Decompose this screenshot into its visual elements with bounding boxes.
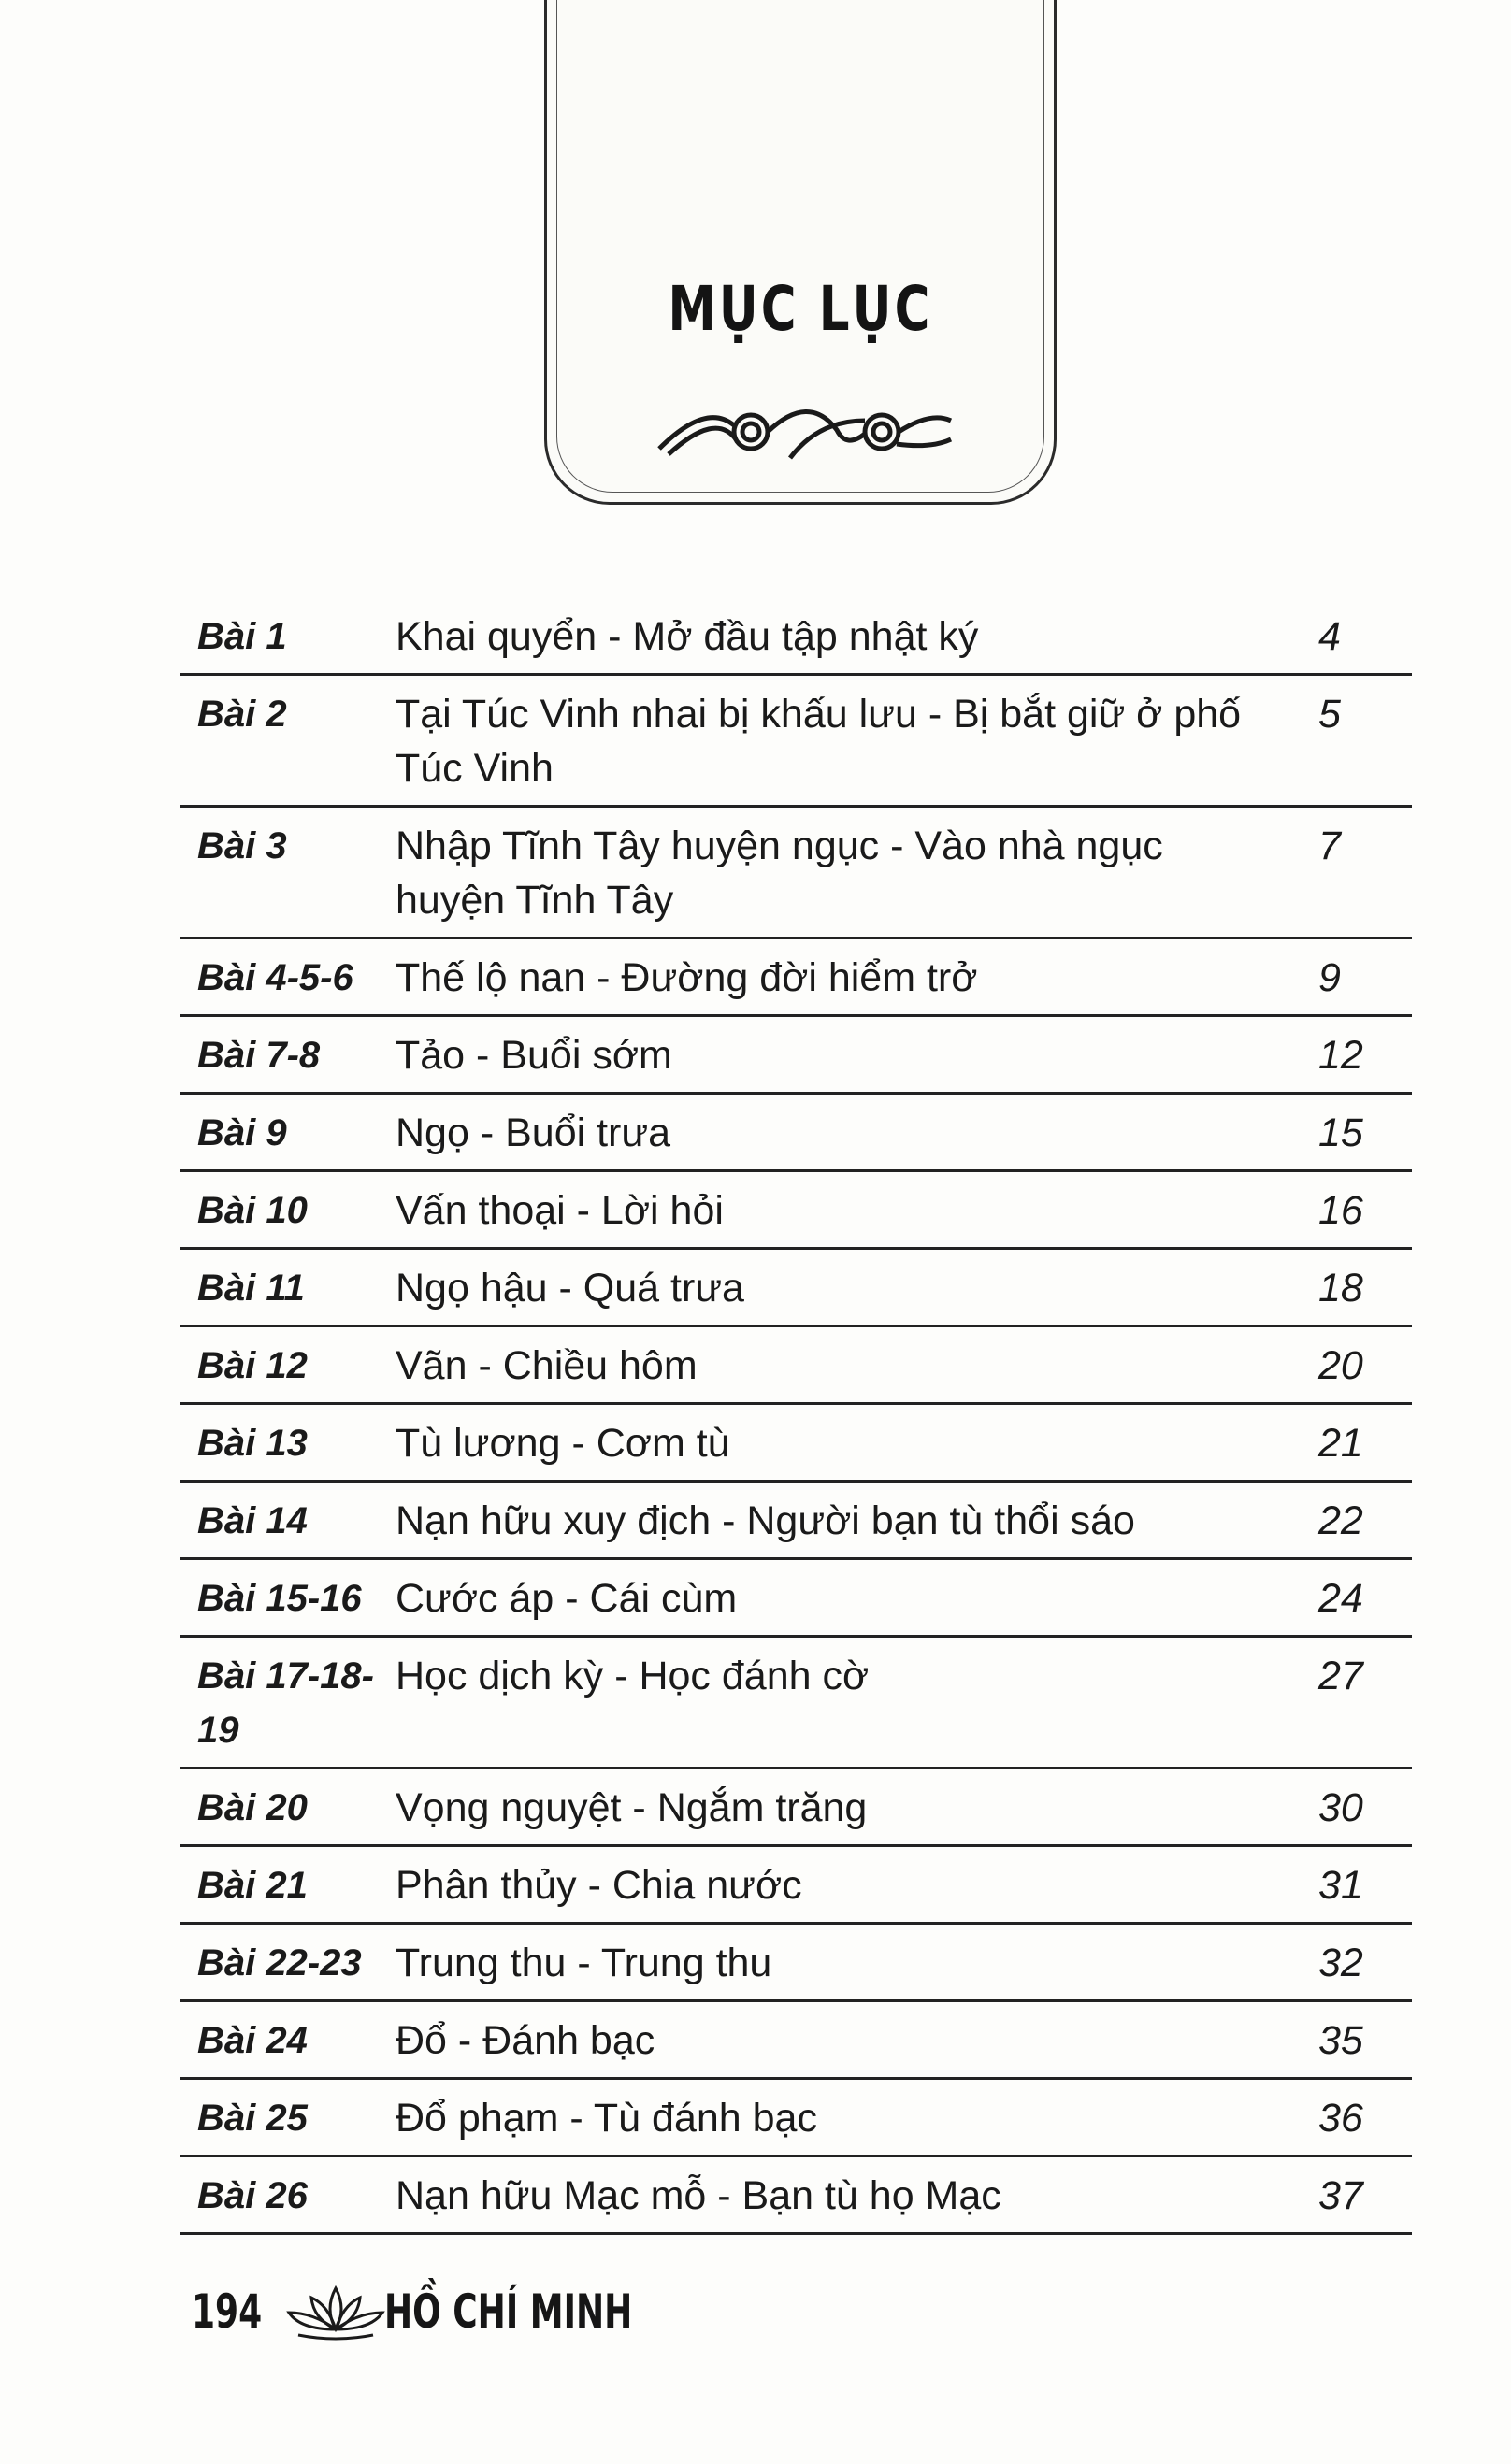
- toc-entry-number: Bài 10: [197, 1190, 308, 1231]
- toc-entry-page: 12: [1318, 1033, 1363, 1078]
- toc-entry-number: Bài 26: [197, 2175, 308, 2216]
- toc-row: [180, 1095, 1412, 1172]
- toc-entry-page: 30: [1318, 1785, 1363, 1830]
- toc-entry-number: Bài 12: [197, 1345, 308, 1386]
- toc-entry-title: Tại Túc Vinh nhai bị khấu lưu - Bị bắt giữ ở phố Túc Vinh: [396, 692, 1242, 791]
- scroll-ornament-icon: [650, 393, 958, 467]
- toc-row: [180, 1483, 1412, 1560]
- toc-entry-title: Vấn thoại - Lời hỏi: [396, 1188, 724, 1233]
- toc-entry-page: 5: [1318, 692, 1341, 737]
- toc-row: [180, 808, 1412, 939]
- toc-row: [180, 2002, 1412, 2080]
- toc-entry-number: Bài 14: [197, 1500, 308, 1541]
- toc-entry-number: Bài 22-23: [197, 1942, 362, 1984]
- toc-entry-page: 35: [1318, 2018, 1363, 2063]
- toc-entry-number: Bài 2: [197, 694, 287, 735]
- toc-entry-title: Tảo - Buổi sớm: [396, 1033, 672, 1078]
- toc-row: [180, 2157, 1412, 2235]
- toc-row: [180, 1327, 1412, 1405]
- toc-entry-page: 27: [1318, 1654, 1363, 1698]
- toc-row: [180, 1769, 1412, 1847]
- toc-row: [180, 1638, 1412, 1769]
- toc-entry-number: Bài 3: [197, 825, 287, 867]
- toc-entry-title: Nạn hữu Mạc mỗ - Bạn tù họ Mạc: [396, 2173, 1001, 2218]
- toc-entry-page: 18: [1318, 1266, 1363, 1311]
- toc-entry-title: Học dịch kỳ - Học đánh cờ: [396, 1654, 870, 1698]
- toc-entry-number: Bài 13: [197, 1423, 308, 1464]
- toc-entry-page: 7: [1318, 824, 1341, 868]
- toc-entry-title: Khai quyển - Mở đầu tập nhật ký: [396, 614, 979, 659]
- toc-entry-number: Bài 21: [197, 1865, 308, 1906]
- toc-entry-page: 22: [1318, 1498, 1363, 1543]
- toc-entry-title: Phân thủy - Chia nước: [396, 1863, 802, 1908]
- toc-entry-number: Bài 24: [197, 2020, 308, 2061]
- toc-entry-title: Đổ phạm - Tù đánh bạc: [396, 2096, 817, 2141]
- toc-row: [180, 2080, 1412, 2157]
- toc-entry-page: 20: [1318, 1343, 1363, 1388]
- page-title: MỤC LỤC: [668, 273, 933, 345]
- page-number: 194: [192, 2285, 263, 2339]
- toc-entry-title: Tù lương - Cơm tù: [396, 1421, 730, 1466]
- toc-entry-title: Ngọ hậu - Quá trưa: [396, 1266, 744, 1311]
- toc-entry-number: Bài 15-16: [197, 1578, 362, 1619]
- toc-entry-page: 21: [1318, 1421, 1363, 1466]
- toc-entry-page: 24: [1318, 1576, 1363, 1621]
- toc-entry-number: Bài 20: [197, 1787, 308, 1828]
- toc-row: [180, 1925, 1412, 2002]
- toc-entry-number: Bài 4-5-6: [197, 957, 353, 998]
- toc-row: [180, 598, 1412, 676]
- toc-row: [180, 1250, 1412, 1327]
- toc-entry-title: Đổ - Đánh bạc: [396, 2018, 655, 2063]
- toc-row: [180, 676, 1412, 808]
- toc-row: [180, 1847, 1412, 1925]
- toc-row: [180, 1560, 1412, 1638]
- toc-entry-title: Vãn - Chiều hôm: [396, 1343, 698, 1388]
- lotus-icon: [280, 2281, 392, 2342]
- toc-row: [180, 1172, 1412, 1250]
- toc-entry-title: Vọng nguyệt - Ngắm trăng: [396, 1785, 868, 1830]
- toc-entry-number: Bài 11: [197, 1268, 305, 1309]
- toc-row: [180, 1017, 1412, 1095]
- toc-entry-title: Ngọ - Buổi trưa: [396, 1110, 671, 1155]
- toc-entry-page: 16: [1318, 1188, 1363, 1233]
- toc-entry-title: Nhập Tĩnh Tây huyện ngục - Vào nhà ngục huyện Tĩnh Tây: [396, 824, 1163, 923]
- toc-row: [180, 939, 1412, 1017]
- toc-entry-number: Bài 7-8: [197, 1035, 321, 1076]
- page-footer: [192, 2281, 729, 2342]
- toc-entry-page: 32: [1318, 1941, 1363, 1985]
- toc-entry-title: Nạn hữu xuy địch - Người bạn tù thổi sáo: [396, 1498, 1135, 1543]
- toc-entry-number: Bài 17-18-19: [197, 1655, 374, 1751]
- toc-entry-page: 37: [1318, 2173, 1363, 2218]
- title-tab: [544, 0, 1057, 505]
- toc-entry-page: 31: [1318, 1863, 1363, 1908]
- author-name: HỒ CHÍ MINH: [384, 2285, 633, 2339]
- toc-row: [180, 1405, 1412, 1483]
- toc-entry-page: 15: [1318, 1110, 1363, 1155]
- toc-entry-number: Bài 1: [197, 616, 287, 657]
- toc-entry-number: Bài 25: [197, 2098, 308, 2139]
- toc-entry-title: Cước áp - Cái cùm: [396, 1576, 738, 1621]
- toc-entry-title: Thế lộ nan - Đường đời hiểm trở: [396, 955, 978, 1000]
- toc-entry-page: 9: [1318, 955, 1341, 1000]
- toc-entry-title: Trung thu - Trung thu: [396, 1941, 772, 1985]
- toc-entry-page: 4: [1318, 614, 1341, 659]
- toc-entry-number: Bài 9: [197, 1112, 287, 1153]
- table-of-contents: [180, 598, 1412, 2235]
- toc-entry-page: 36: [1318, 2096, 1363, 2141]
